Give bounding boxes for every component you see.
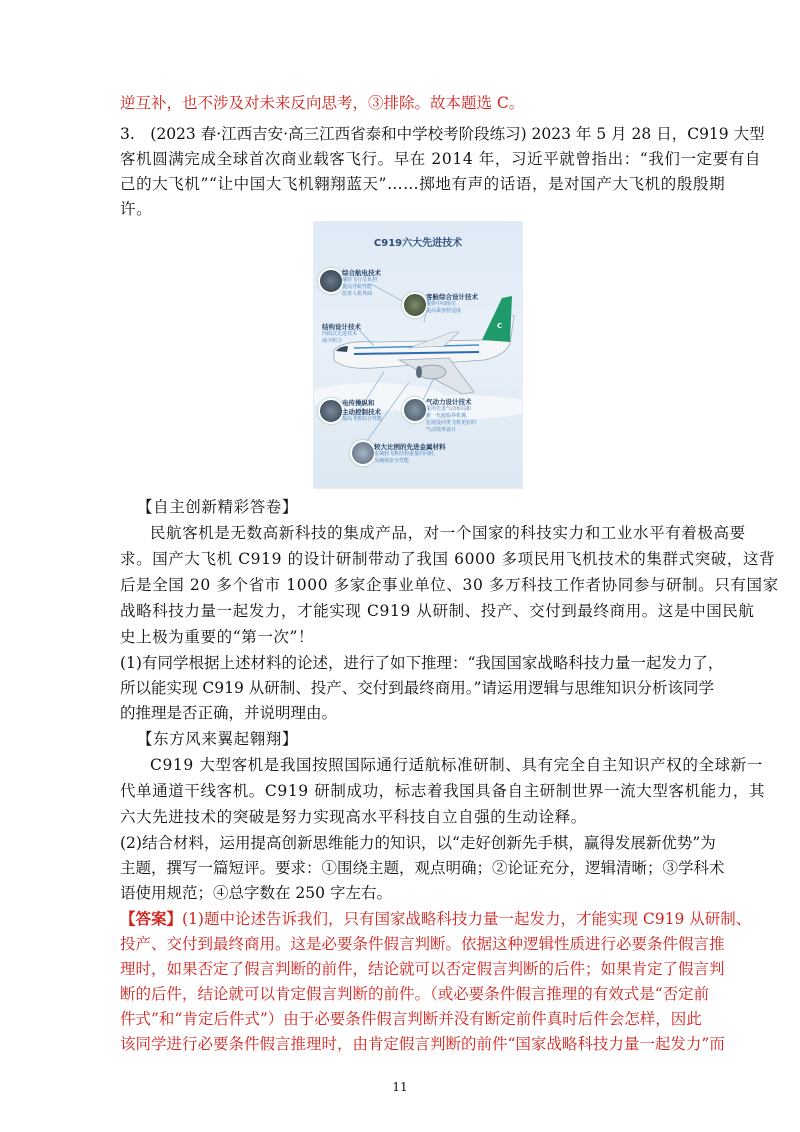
paragraph-line: 代单通道干线客机。C919 研制成功，标志着我国具备自主研制世界一流大型客机能力，其 xyxy=(120,782,766,800)
answer-tag: 【答案】 xyxy=(120,909,183,928)
paragraph-line: 民航客机是无数高新科技的集成产品，对一个国家的科技实力和工业水平有着极高要 xyxy=(150,524,746,542)
paragraph-line: 求。国产大飞机 C919 的设计研制带动了我国 6000 多项民用飞机技术的集群式突破，这背 xyxy=(120,550,776,568)
answer-line: 理时，如果否定了假言判断的前件，结论就可以否定假言判断的后件；如果肯定了假言判 xyxy=(120,960,725,978)
infographic-title: C919六大先进技术 xyxy=(373,238,463,249)
question-text-line: 许。 xyxy=(120,200,153,218)
answer-line: 件式”和“肯定后件式”）由于必要条件假言判断并没有断定前件真时后件会怎样，因此 xyxy=(120,1010,702,1028)
materials-photo-icon xyxy=(350,440,376,466)
section-heading: 【东方风来翼起翱翔】 xyxy=(137,730,299,748)
section-heading: 【自主创新精彩答卷】 xyxy=(137,498,299,516)
page-number: 11 xyxy=(392,1080,408,1094)
answer-text: (1)题中论述告诉我们，只有国家战略科技力量一起发力，才能实现 C919 从研制、 xyxy=(182,910,752,928)
fly-by-wire-photo-icon xyxy=(318,398,344,424)
question-text-line: 客机圆满完成全球首次商业载客飞行。早在 2014 年，习近平就曾指出：“我们一定要有自 xyxy=(120,150,762,168)
cabin-photo-icon xyxy=(402,292,428,318)
sub-question-1: 所以能实现 C919 从研制、投产、交付到最终商用。”请运用逻辑与思维知识分析该同学 xyxy=(120,679,714,697)
sub-question-2: 主题，撰写一篇短评。要求：①围绕主题，观点明确；②论证充分，逻辑清晰；③学科术 xyxy=(120,859,725,877)
sub-question-2: 语使用规范；④总字数在 250 字左右。 xyxy=(120,884,392,902)
tech-cabin: 客舱综合设计技术 提供中间座位 提高乘客舒适度 xyxy=(426,293,478,314)
tech-fly-by-wire: 电传操纵和 主动控制技术 提高飞机综合性能 xyxy=(342,399,383,422)
sub-question-1: (1)有同学根据上述材料的论述，进行了如下推理：“我国国家战略科技力量一起发力了， xyxy=(120,654,724,672)
aerodynamics-photo-icon xyxy=(402,397,428,423)
paragraph-line: 战略科技力量一起发力，才能实现 C919 从研制、投产、交付到最终商用。这是中国民航 xyxy=(120,602,755,620)
answer-line: 断的后件，结论就可以肯定假言判断的前件。（或必要条件假言推理的有效式是“否定前 xyxy=(120,985,710,1003)
paragraph-line: 后是全国 20 多个省市 1000 多家企事业单位、30 多万科技工作者协同参与研制。只有国家 xyxy=(120,576,779,594)
avionics-photo-icon xyxy=(318,268,344,294)
tech-structure: 结构设计技术 四面式先进技术 减少阻力 xyxy=(322,323,361,344)
sub-question-2: (2)结合材料，运用提高创新思维能力的知识，以“走好创新先手棋，赢得发展新优势”为 xyxy=(120,834,716,852)
svg-text:C: C xyxy=(497,322,503,330)
paragraph-line: 史上极为重要的“第一次”！ xyxy=(120,628,315,646)
tech-materials: 较大比例的先进金属材料 在减轻飞机结构重量的同时， 又确保安全性能 xyxy=(374,443,446,464)
answer-line: 该同学进行必要条件假言推理时，由肯定假言判断的前件“国家战略科技力量一起发力”而 xyxy=(120,1035,725,1053)
question-3-header: 3. (2023 春·江西吉安·高三江西省泰和中学校考阶段练习) 2023 年 5 月 28 日，C919 大型 xyxy=(120,125,765,143)
tech-aerodynamics: 气动力设计技术 采用先进气动布局和 新一代超临界机翼， 比现役同类飞机更好的 气动效率设计 xyxy=(426,398,477,433)
tech-avionics: 综合航电技术 减轻飞行员负担 提高导航性能 改善人机界面 xyxy=(342,269,381,297)
c919-infographic xyxy=(313,221,523,489)
prev-answer-line: 逆互补，也不涉及对未来反向思考，③排除。故本题选 C。 xyxy=(120,94,525,112)
sub-question-1: 的推理是否正确，并说明理由。 xyxy=(120,704,338,722)
paragraph-line: C919 大型客机是我国按照国际通行适航标准研制、具有完全自主知识产权的全球新一 xyxy=(150,756,763,774)
answer-line xyxy=(120,909,751,929)
question-text-line: 己的大飞机”“让中国大飞机翱翔蓝天”……掷地有声的话语，是对国产大飞机的殷殷期 xyxy=(120,175,726,193)
answer-line: 投产、交付到最终商用。这是必要条件假言判断。依据这种逻辑性质进行必要条件假言推 xyxy=(120,935,725,953)
paragraph-line: 六大先进技术的突破是努力实现高水平科技自立自强的生动诠释。 xyxy=(120,808,587,826)
